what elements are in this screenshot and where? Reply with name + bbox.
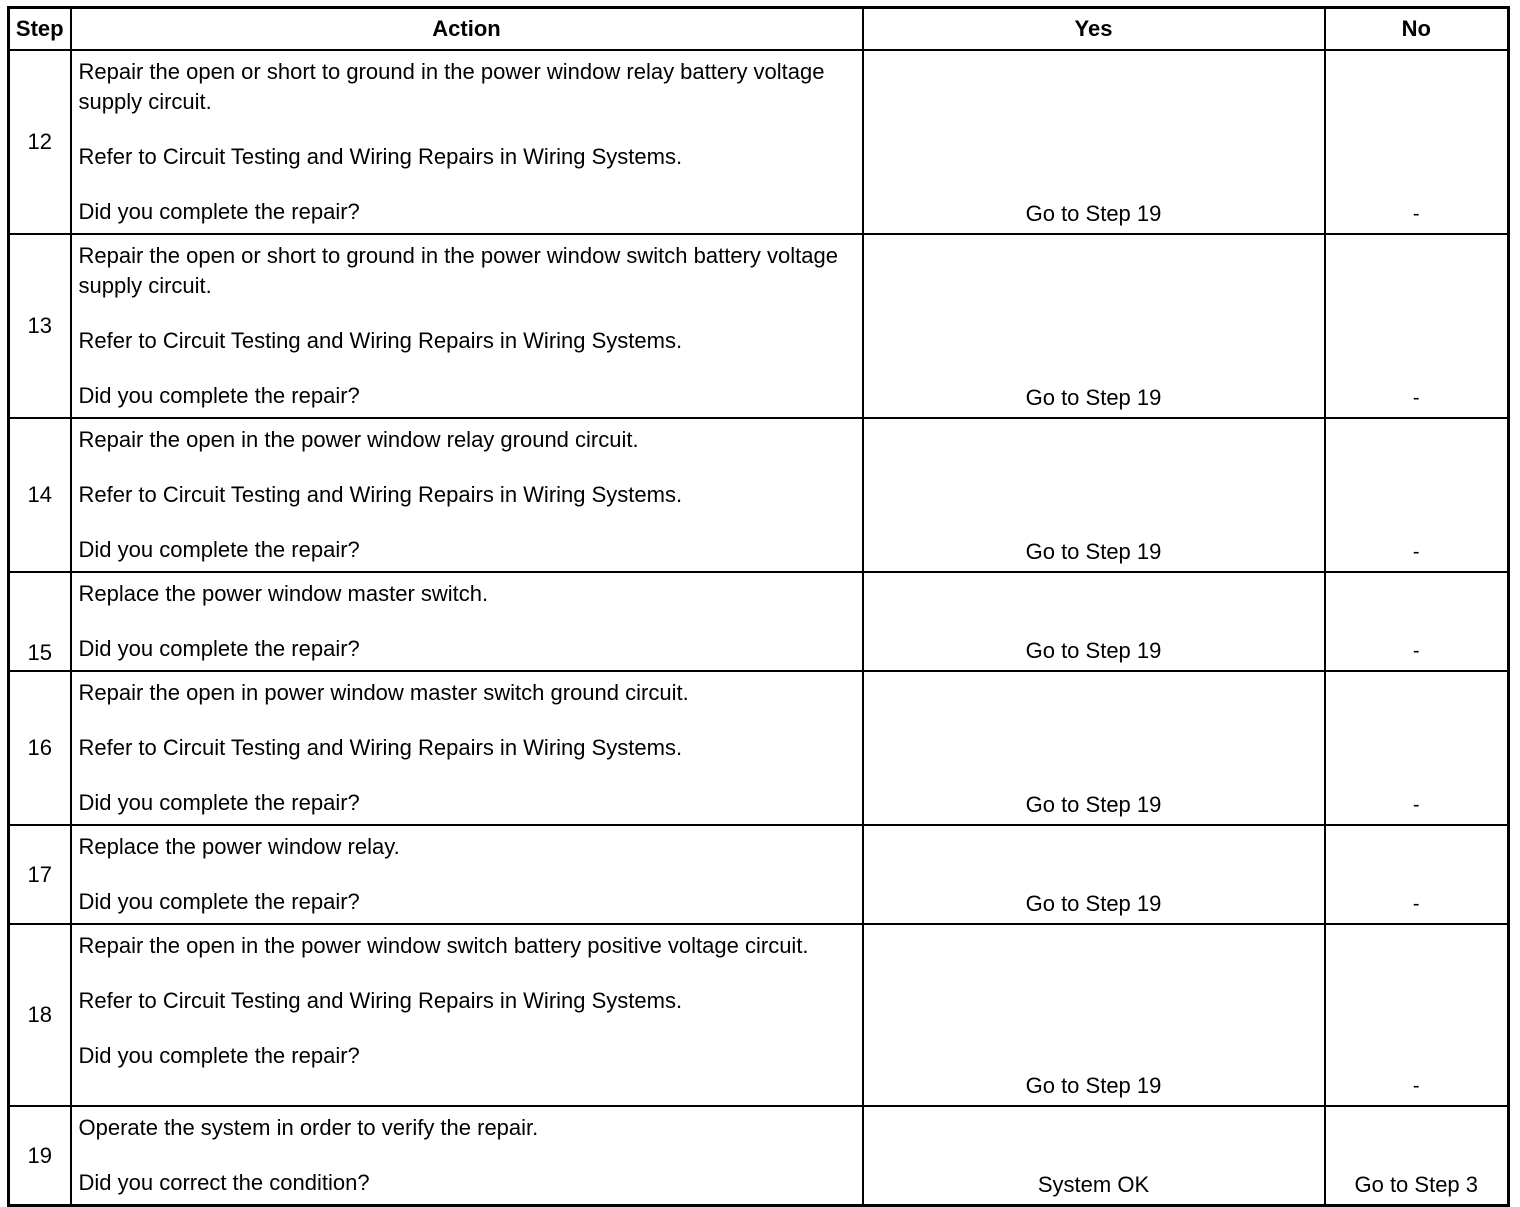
- action-cell: [71, 572, 863, 671]
- table-row: [9, 572, 1509, 671]
- action-text: Did you correct the condition?: [78, 1170, 370, 1195]
- table-body: [9, 50, 1509, 1206]
- no-result-text: -: [1412, 640, 1420, 662]
- action-text: Replace the power window master switch.: [78, 581, 489, 606]
- no-result: [1325, 924, 1509, 1106]
- step-number: 13: [9, 234, 71, 418]
- action-text: Refer to Circuit Testing and Wiring Repairs in Wiring Systems.: [78, 988, 683, 1013]
- action-cell: [71, 1106, 863, 1206]
- action-text: Repair the open in the power window relay ground circuit.: [78, 427, 639, 452]
- header-yes: Yes: [863, 8, 1325, 51]
- action-cell: [71, 50, 863, 234]
- table-row: [9, 671, 1509, 825]
- action-text: Refer to Circuit Testing and Wiring Repairs in Wiring Systems.: [78, 144, 683, 169]
- step-number: 12: [9, 50, 71, 234]
- table-row: [9, 50, 1509, 234]
- no-result: [1325, 234, 1509, 418]
- step-number: 17: [9, 825, 71, 924]
- no-result-text: -: [1412, 541, 1420, 563]
- action-text: Repair the open in the power window switch battery positive voltage circuit.: [78, 933, 809, 958]
- no-result-text: -: [1412, 794, 1420, 816]
- action-cell: [71, 924, 863, 1106]
- yes-result: Go to Step 19: [863, 825, 1325, 924]
- action-text: Operate the system in order to verify the repair.: [78, 1115, 539, 1140]
- no-result: [1325, 671, 1509, 825]
- no-result-text: -: [1412, 387, 1420, 409]
- no-result-text: Go to Step 3: [1354, 1172, 1479, 1197]
- action-text: Replace the power window relay.: [78, 834, 400, 859]
- action-text: Did you complete the repair?: [78, 1043, 360, 1068]
- no-result-text: -: [1412, 203, 1420, 225]
- table-row: [9, 1106, 1509, 1206]
- table-header: [9, 8, 1509, 51]
- table-row: [9, 924, 1509, 1106]
- yes-result: Go to Step 19: [863, 234, 1325, 418]
- step-number: 14: [9, 418, 71, 572]
- action-cell: [71, 234, 863, 418]
- action-text: Refer to Circuit Testing and Wiring Repairs in Wiring Systems.: [78, 328, 683, 353]
- step-number: 18: [9, 924, 71, 1106]
- action-cell: [71, 825, 863, 924]
- no-result: [1325, 418, 1509, 572]
- action-text: Did you complete the repair?: [78, 889, 360, 914]
- step-number: 16: [9, 671, 71, 825]
- action-text: Repair the open in power window master switch ground circuit.: [78, 680, 689, 705]
- no-result: [1325, 825, 1509, 924]
- yes-result: Go to Step 19: [863, 671, 1325, 825]
- action-text: Refer to Circuit Testing and Wiring Repairs in Wiring Systems.: [78, 735, 683, 760]
- no-result-text: -: [1412, 1075, 1420, 1097]
- table-row: [9, 418, 1509, 572]
- yes-result: Go to Step 19: [863, 924, 1325, 1106]
- action-cell: [71, 671, 863, 825]
- action-text: Repair the open or short to ground in the power window relay battery voltage supply circuit.: [78, 59, 825, 114]
- action-text: Did you complete the repair?: [78, 790, 360, 815]
- action-text: Refer to Circuit Testing and Wiring Repairs in Wiring Systems.: [78, 482, 683, 507]
- no-result-text: -: [1412, 893, 1420, 915]
- yes-result: Go to Step 19: [863, 418, 1325, 572]
- yes-result: System OK: [863, 1106, 1325, 1206]
- diagnostic-table: [7, 6, 1510, 1207]
- action-text: Did you complete the repair?: [78, 199, 360, 224]
- step-number: 19: [9, 1106, 71, 1206]
- no-result: [1325, 572, 1509, 671]
- header-no: No: [1325, 8, 1509, 51]
- action-text: Did you complete the repair?: [78, 383, 360, 408]
- table-row: [9, 825, 1509, 924]
- yes-result: Go to Step 19: [863, 50, 1325, 234]
- no-result: [1325, 50, 1509, 234]
- action-text: Repair the open or short to ground in the power window switch battery voltage supply circuit.: [78, 243, 838, 298]
- action-cell: [71, 418, 863, 572]
- table-row: [9, 234, 1509, 418]
- header-row: [9, 8, 1509, 51]
- no-result: [1325, 1106, 1509, 1206]
- yes-result: Go to Step 19: [863, 572, 1325, 671]
- action-text: Did you complete the repair?: [78, 636, 360, 661]
- header-step: Step: [9, 8, 71, 51]
- step-number: 15: [9, 572, 71, 671]
- action-text: Did you complete the repair?: [78, 537, 360, 562]
- header-action: Action: [71, 8, 863, 51]
